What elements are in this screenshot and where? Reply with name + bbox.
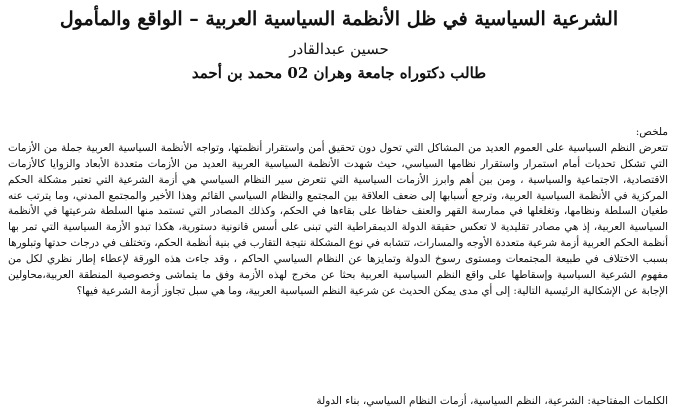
author-name: حسين عبدالقادر [289,40,389,58]
author-affiliation: طالب دكتوراه جامعة وهران 02 محمد بن أحمد [191,64,487,82]
keywords-line: الكلمات المفتاحية: الشرعية، النظم السياسية، أزمات النظام السياسي، بناء الدولة [316,395,668,407]
abstract-body: تتعرض النظم السياسية على العموم العديد من المشاكل التي تحول دون تحقيق أمن واستقرار أنظمتها، وتواجه الأنظمة السياسية العربية جملة من الأزمات التي تشكل تحديات أمام استمرار واستقرار نظامها السياسي، حيث شهدت الأنظمة السياسية العربية العديد من الأزمات متعددة الأبعاد والزوايا كالأزمات الاقتصادية، الاجتماعية والسياسية ، ومن بين أهم وابرز الأزمات السياسية التي تتعرض سير النظام السياسي هي أزمة الشرعية التي تعتبر مشكلة الحكم المركزية في الأنظمة السياسية العربية، وترجع أسبابها إلى ضعف العلاقة بين المجتمع والنظام السياسي القائم وهذا الأخير والمجتمع المدني، وما يترتب عنه طغيان السلطة ونظامها، وتغلغلها في ممارسة القهر والعنف حفاظا على بقاءها في الحكم، وكذلك المصادر التي تستمد منها السلطة شرعيتها في الأنظمة السياسية العربية، إذ هي مصادر تقليدية لا تعكس حقيقة الدولة الديمقراطية التي تبنى على أسس قانونية دستورية، هكذا تبدو الأزمة السياسية التي تمر بها أنظمة الحكم العربية أزمة شرعية متعددة الأوجه والمسارات، تتشابه في نوع المشكلة نتيجة التقارب في بنية أنظمة الحكم، وتختلف في درجات حدتها وتبلورها بسبب الاختلاف في طبيعة المجتمعات ومستوى رسوخ الدولة وتمايزها عن النظام السياسي الحاكم ، وقد جاءت هذه الورقة لإعطاء إطار نظري لكل من مفهوم الشرعية السياسية وإسقاطها على واقع النظم السياسية العربية بحثا عن مخرج لهذه الأزمة وفق ما يتماشى وخصوصية المنطقة العربية،محاولين الإجابة عن الإشكالية الرئيسية التالية: إلى أي مدى يمكن الحديث عن شرعية النظم السياسية العربية، وما هي سبل تجاوز أزمة الشرعية فيها؟ [8,142,668,297]
abstract-heading: ملخص: [635,126,668,138]
paper-title: الشرعية السياسية في ظل الأنظمة السياسية العربية – الواقع والمأمول [59,8,619,30]
